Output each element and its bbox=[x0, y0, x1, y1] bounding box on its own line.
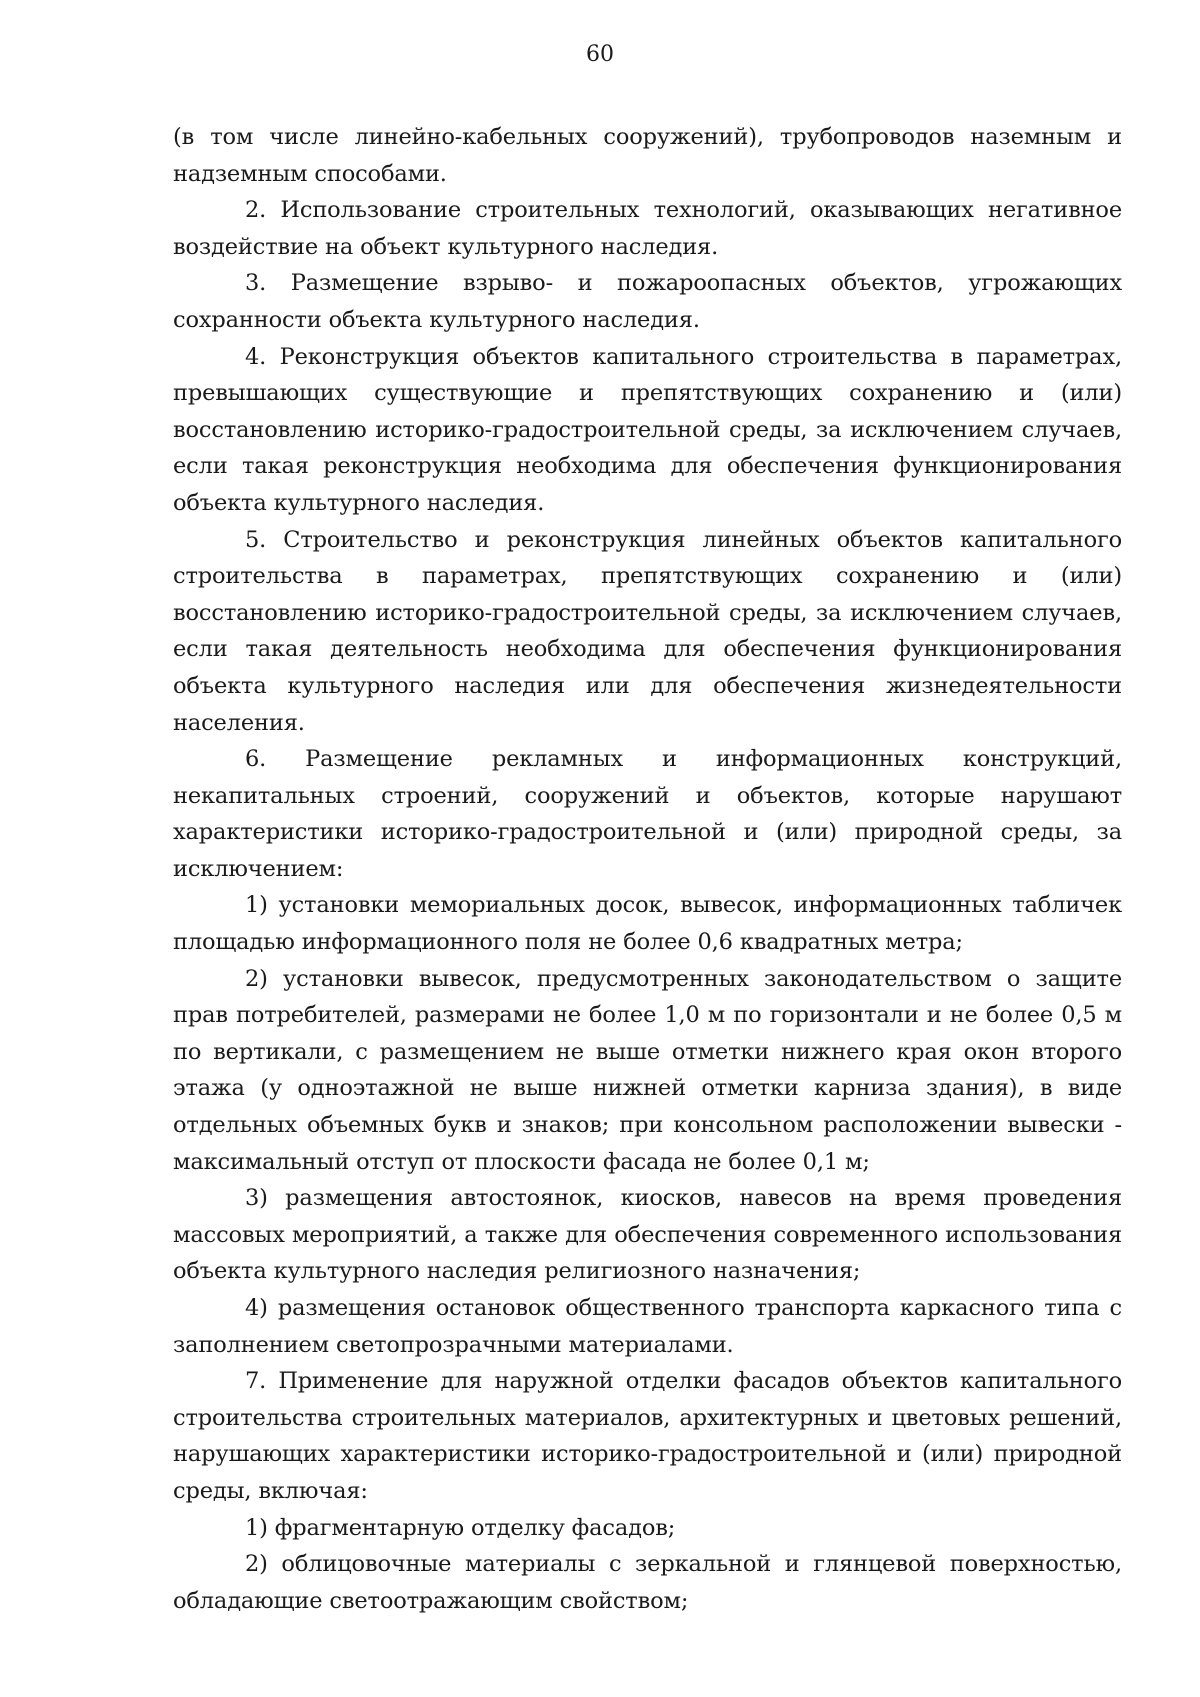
subitem-7-2: 2) облицовочные материалы с зеркальной и глянцевой поверхностью, обладающие светоотражающим свойством; bbox=[173, 1551, 1122, 1614]
paragraph-item-5: 5. Строительство и реконструкция линейных объектов капитального строительства в параметрах, препятствующих сохранению и (или) восстановлению историко-градостроительной среды, за исключением случаев, если такая деятельность необходима для обеспечения функционирования объекта культурного наследия или для обеспечения жизнедеятельности населения. bbox=[173, 526, 1122, 736]
subitem-6-2: 2) установки вывесок, предусмотренных законодательством о защите прав потребителей, размерами не более 1,0 м по горизонтали и не более 0,5 м по вертикали, с размещением не выше отметки нижнего края окон второго этажа (у одноэтажной не выше нижней отметки карниза здания), в виде отдельных объемных букв и знаков; при консольном расположении вывески - максимальный отступ от плоскости фасада не более 0,1 м; bbox=[173, 965, 1122, 1175]
paragraph-item-7: 7. Применение для наружной отделки фасадов объектов капитального строительства строительных материалов, архитектурных и цветовых решений, нарушающих характеристики историко-градостроительной и (или) природной среды, включая: bbox=[173, 1368, 1122, 1504]
paragraph-continuation: (в том числе линейно-кабельных сооружений), трубопроводов наземным и надземным способами. bbox=[173, 124, 1122, 187]
document-body bbox=[173, 119, 1122, 1619]
paragraph-item-4: 4. Реконструкция объектов капитального строительства в параметрах, превышающих существующие и препятствующих сохранению и (или) восстановлению историко-градостроительной среды, за исключением случаев, если такая реконструкция необходима для обеспечения функционирования объекта культурного наследия. bbox=[173, 343, 1122, 516]
subitem-6-3: 3) размещения автостоянок, киосков, навесов на время проведения массовых мероприятий, а также для обеспечения современного использования объекта культурного наследия религиозного назначения; bbox=[173, 1185, 1122, 1285]
subitem-6-1: 1) установки мемориальных досок, вывесок, информационных табличек площадью информационного поля не более 0,6 квадратных метра; bbox=[173, 892, 1122, 956]
page-number: 60 bbox=[586, 42, 614, 67]
subitem-7-1: 1) фрагментарную отделку фасадов; bbox=[245, 1514, 676, 1541]
paragraph-item-2: 2. Использование строительных технологий, оказывающих негативное воздействие на объект культурного наследия. bbox=[173, 197, 1122, 260]
paragraph-item-3: 3. Размещение взрыво- и пожароопасных объектов, угрожающих сохранности объекта культурного наследия. bbox=[173, 270, 1122, 333]
paragraph-item-6: 6. Размещение рекламных и информационных конструкций, некапитальных строений, сооружений и объектов, которые нарушают характеристики историко-градостроительной и (или) природной среды, за исключением: bbox=[173, 746, 1122, 882]
subitem-6-4: 4) размещения остановок общественного транспорта каркасного типа с заполнением светопрозрачными материалами. bbox=[173, 1295, 1122, 1358]
